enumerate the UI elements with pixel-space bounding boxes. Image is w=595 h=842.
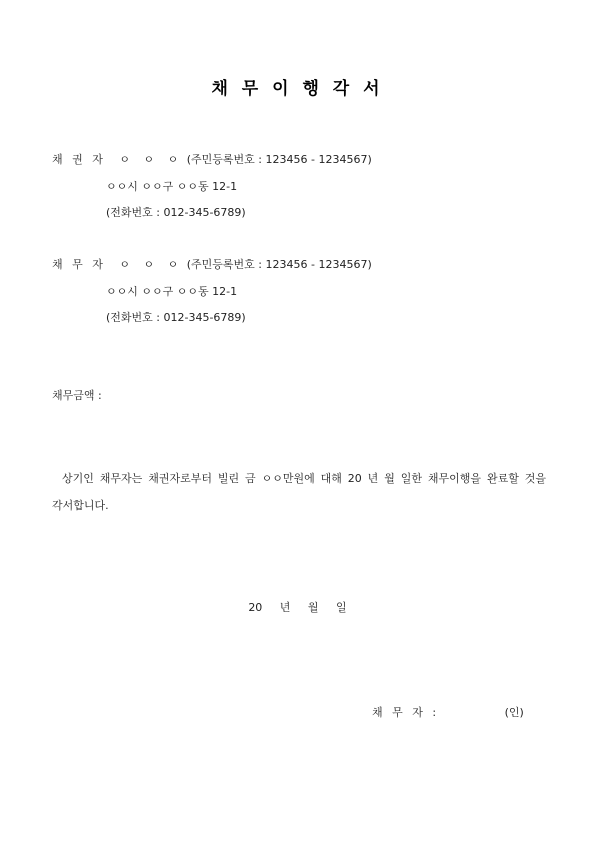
debtor-line [52,256,372,272]
body-paragraph: 상기인 채무자는 채권자로부터 빌린 금 ㅇㅇ만원에 대해 20 년 월 일한 채무이행을 완료할 것을 각서합니다. [52,472,546,512]
document-title: 채 무 이 행 각 서 [211,79,384,99]
seal-mark: (인) [504,706,524,719]
amount-label: 채무금액 : [52,389,102,402]
debtor-label: 채 무 자 [52,258,106,271]
debtor-address: ㅇㅇ시 ㅇㅇ구 ㅇㅇ동 12-1 [106,285,238,298]
debtor-phone: (전화번호 : 012-345-6789) [106,311,246,324]
signature-line [372,704,524,720]
creditor-address: ㅇㅇ시 ㅇㅇ구 ㅇㅇ동 12-1 [106,180,238,193]
debtor-name: ㅇ ㅇ ㅇ [119,258,184,271]
creditor-phone: (전화번호 : 012-345-6789) [106,206,246,219]
debtor-id: (주민등록번호 : 123456 - 1234567) [186,258,372,271]
document-date: 20 년 월 일 [248,601,347,614]
creditor-name: ㅇ ㅇ ㅇ [119,153,184,166]
creditor-line [52,151,372,167]
signature-label: 채 무 자 : [372,706,440,719]
creditor-id: (주민등록번호 : 123456 - 1234567) [186,153,372,166]
creditor-label: 채 권 자 [52,153,106,166]
